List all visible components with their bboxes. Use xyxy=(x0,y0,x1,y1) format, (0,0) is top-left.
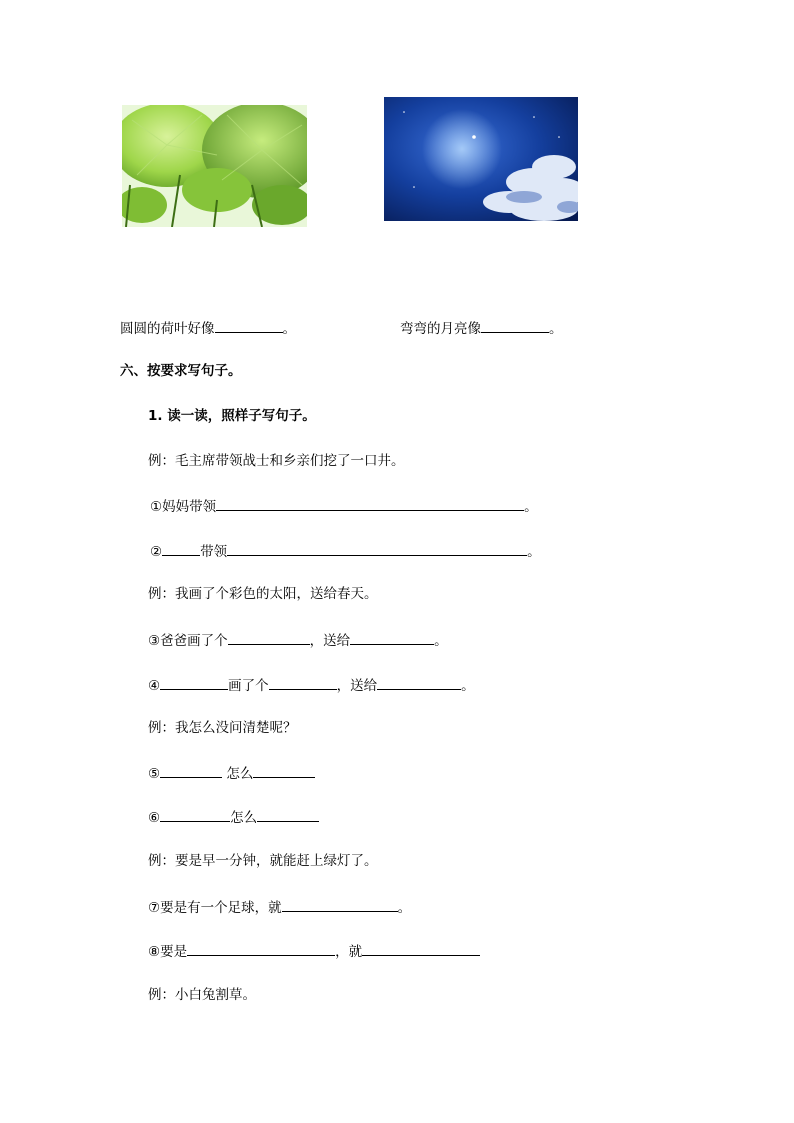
answer-blank[interactable] xyxy=(350,630,434,645)
answer-blank[interactable] xyxy=(227,541,527,556)
exercise-connector: ，就 xyxy=(335,944,363,960)
exercise-connector: ，送给 xyxy=(336,678,378,694)
exercise-2 xyxy=(150,541,541,561)
exercise-connector: 带领 xyxy=(200,544,228,560)
exercise-3 xyxy=(148,630,448,650)
moon-prompt: 弯弯的月亮像 xyxy=(400,321,481,337)
answer-blank[interactable] xyxy=(228,630,310,645)
exercise-prefix: ③爸爸画了个 xyxy=(148,633,228,649)
exercise-7 xyxy=(148,897,411,917)
period: 。 xyxy=(282,321,296,337)
answer-blank[interactable] xyxy=(215,318,283,333)
answer-blank[interactable] xyxy=(362,941,480,956)
example-sentence: 例：毛主席带领战士和乡亲们挖了一口井。 xyxy=(148,453,405,469)
exercise-prefix: ④ xyxy=(148,678,161,694)
crescent-moon-image xyxy=(384,97,578,221)
exercise-prefix: ⑧要是 xyxy=(148,944,188,960)
answer-blank[interactable] xyxy=(257,807,319,822)
exercise-connector: 画了个 xyxy=(228,678,269,694)
exercise-6 xyxy=(148,807,319,827)
exercise-prefix: ⑤ xyxy=(148,766,161,782)
answer-blank[interactable] xyxy=(160,675,228,690)
period: 。 xyxy=(524,499,538,515)
exercise-connector: ，送给 xyxy=(309,633,351,649)
exercise-4 xyxy=(148,675,475,695)
answer-blank[interactable] xyxy=(377,675,461,690)
exercise-8 xyxy=(148,941,480,961)
exercise-5 xyxy=(148,763,315,783)
period: 。 xyxy=(527,544,541,560)
lotus-simile-question xyxy=(120,318,296,338)
answer-blank[interactable] xyxy=(160,763,222,778)
answer-blank[interactable] xyxy=(481,318,549,333)
period: 。 xyxy=(549,321,563,337)
question-title: 1. 读一读，照样子写句子。 xyxy=(148,408,316,424)
answer-blank[interactable] xyxy=(269,675,337,690)
section-heading: 六、按要求写句子。 xyxy=(120,363,242,379)
exercise-prefix: ①妈妈带领 xyxy=(150,499,217,515)
answer-blank[interactable] xyxy=(253,763,315,778)
period: 。 xyxy=(461,678,475,694)
exercise-prefix: ② xyxy=(150,544,163,560)
answer-blank[interactable] xyxy=(187,941,335,956)
example-sentence: 例：要是早一分钟，就能赶上绿灯了。 xyxy=(148,853,378,869)
exercise-connector: 怎么 xyxy=(230,810,258,826)
example-sentence: 例：小白兔割草。 xyxy=(148,987,256,1003)
answer-blank[interactable] xyxy=(282,897,398,912)
exercise-prefix: ⑦要是有一个足球，就 xyxy=(148,900,282,916)
answer-blank[interactable] xyxy=(162,541,200,556)
moon-simile-question xyxy=(400,318,563,338)
example-sentence: 例：我怎么没问清楚呢？ xyxy=(148,720,297,736)
lotus-leaves-image xyxy=(122,105,307,227)
exercise-connector: 怎么 xyxy=(222,766,254,782)
lotus-prompt: 圆圆的荷叶好像 xyxy=(120,321,215,337)
exercise-prefix: ⑥ xyxy=(148,810,161,826)
period: 。 xyxy=(434,633,448,649)
answer-blank[interactable] xyxy=(216,496,524,511)
period: 。 xyxy=(397,900,412,916)
example-sentence: 例：我画了个彩色的太阳，送给春天。 xyxy=(148,586,378,602)
answer-blank[interactable] xyxy=(160,807,230,822)
exercise-1 xyxy=(150,496,538,516)
